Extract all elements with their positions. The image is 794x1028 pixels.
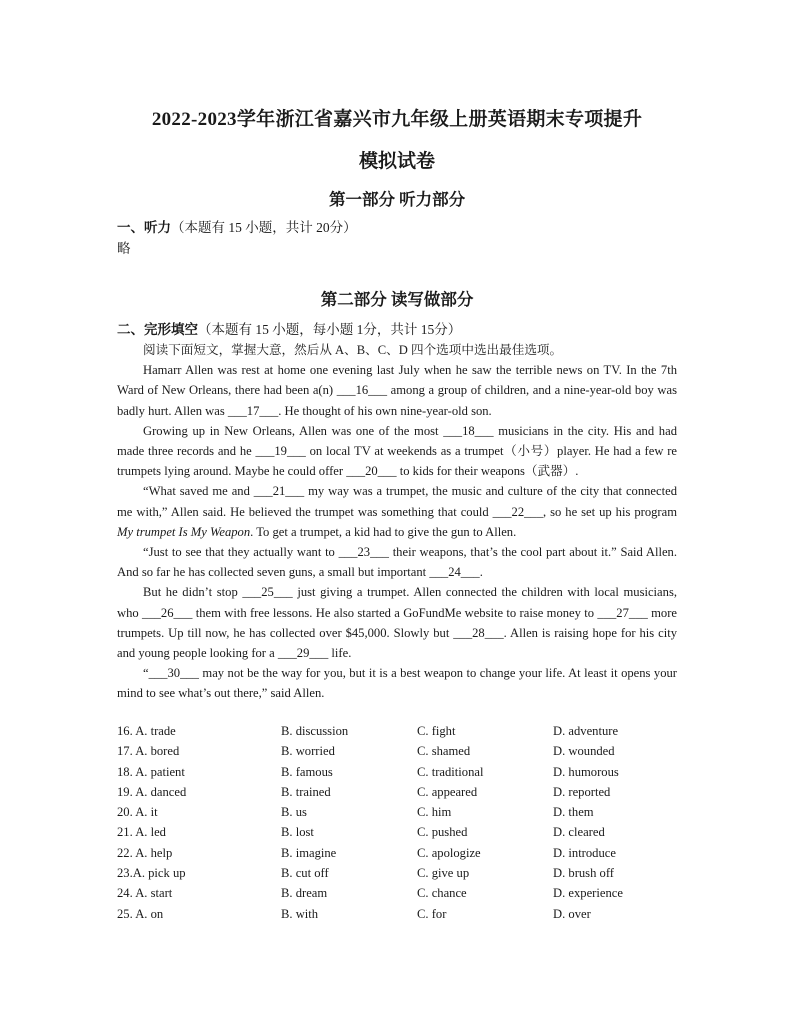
passage-paragraph-5: But he didn’t stop ___25___ just giving a trumpet. Allen connected the children with local musicians, who ___26___ them with free lessons. He also started a GoFundMe website to raise money to ___27___ more trumpets. Up till now, he has collected over $45,000. Slowly but ___28___. Allen is raising hope for his city and young people looking for a ___29___ life. bbox=[117, 585, 677, 661]
passage-paragraph-1: Hamarr Allen was rest at home one evening last July when he saw the terrible news on TV. In the 7th Ward of New Orleans, there had been a(n) ___16___ among a group of children, and a nine-year-old boy was badly hurt. Allen was ___17___. He thought of his own nine-year-old son. bbox=[117, 363, 677, 418]
section1-heading: 一、听力 bbox=[117, 220, 171, 235]
option-b: B. lost bbox=[281, 825, 314, 840]
passage-paragraph-2: Growing up in New Orleans, Allen was one of the most ___18___ musicians in the city. His and had made three records and he ___19___ on local TV at weekends as a trumpet（小号）player. He had a few re trumpets lying around. Maybe he could offer ___20___ to kids for their weapons（武器）. bbox=[117, 423, 677, 479]
option-b: B. us bbox=[281, 805, 307, 820]
option-d: D. cleared bbox=[553, 825, 605, 840]
exam-title-line1: 2022-2023学年浙江省嘉兴市九年级上册英语期末专项提升 bbox=[151, 109, 643, 130]
option-d: D. reported bbox=[553, 784, 611, 799]
passage-paragraph-3 bbox=[117, 481, 677, 542]
option-row bbox=[117, 762, 677, 782]
option-b: B. worried bbox=[281, 744, 335, 759]
passage-paragraph-3-part-b: . To get a trumpet, a kid had to give the gun to Allen. bbox=[250, 524, 517, 539]
option-d: D. them bbox=[553, 805, 594, 820]
option-row bbox=[117, 843, 677, 863]
option-a: 25. A. on bbox=[117, 906, 164, 921]
cloze-passage bbox=[117, 340, 677, 704]
option-b: B. famous bbox=[281, 764, 333, 779]
option-c: C. shamed bbox=[417, 744, 471, 759]
part2-title: 第二部分 读写做部分 bbox=[320, 290, 474, 309]
passage-paragraph-3-part-a: “What saved me and ___21___ my way was a trumpet, the music and culture of the city that connected me with,” Allen said. He believed the trumpet was something that could ___22___, so he set up his program bbox=[117, 484, 677, 519]
option-a: 23.A. pick up bbox=[117, 866, 186, 881]
option-b: B. trained bbox=[281, 784, 331, 799]
option-row bbox=[117, 863, 677, 883]
section2-header bbox=[117, 318, 461, 338]
option-a: 16. A. trade bbox=[117, 724, 176, 738]
answer-options bbox=[117, 721, 677, 924]
option-a: 24. A. start bbox=[117, 886, 173, 901]
option-c: C. for bbox=[417, 906, 447, 921]
option-d: D. introduce bbox=[553, 845, 616, 860]
option-row bbox=[117, 904, 677, 924]
option-c: C. traditional bbox=[417, 764, 484, 779]
option-a: 18. A. patient bbox=[117, 764, 185, 779]
option-row bbox=[117, 822, 677, 842]
section1-header bbox=[117, 216, 357, 236]
option-a: 21. A. led bbox=[117, 825, 166, 840]
passage-paragraph-6: “___30___ may not be the way for you, but it is a best weapon to change your life. At least it opens your mind to see what’s out there,” said Allen. bbox=[117, 666, 677, 701]
option-d: D. brush off bbox=[553, 866, 614, 881]
instruction: 阅读下面短文，掌握大意，然后从 A、B、C、D 四个选项中选出最佳选项。 bbox=[143, 343, 563, 357]
option-a: 20. A. it bbox=[117, 805, 158, 820]
option-a: 17. A. bored bbox=[117, 744, 180, 759]
option-row bbox=[117, 741, 677, 761]
option-d: D. wounded bbox=[553, 744, 615, 759]
option-c: C. fight bbox=[417, 724, 456, 738]
option-d: D. experience bbox=[553, 886, 623, 901]
option-row bbox=[117, 883, 677, 903]
program-title: My trumpet Is My Weapon bbox=[117, 524, 251, 539]
option-c: C. apologize bbox=[417, 845, 481, 860]
passage-paragraph-4: “Just to see that they actually want to ___23___ their weapons, that’s the cool part about it.” Said Allen. And so far he has collected seven guns, a small but important ___24___. bbox=[117, 545, 677, 580]
section2-heading: 二、完形填空 bbox=[117, 322, 198, 337]
option-row bbox=[117, 802, 677, 822]
option-a: 22. A. help bbox=[117, 845, 173, 860]
option-c: C. him bbox=[417, 805, 452, 820]
option-c: C. pushed bbox=[417, 825, 468, 840]
option-d: D. adventure bbox=[553, 724, 619, 738]
option-row bbox=[117, 721, 677, 741]
option-b: B. discussion bbox=[281, 724, 349, 738]
section2-note: （本题有 15 小题，每小题 1分，共计 15分） bbox=[198, 322, 462, 337]
option-c: C. give up bbox=[417, 866, 470, 881]
exam-title-line2: 模拟试卷 bbox=[358, 151, 435, 172]
option-b: B. dream bbox=[281, 886, 328, 901]
section1-content: 略 bbox=[117, 241, 131, 256]
option-row bbox=[117, 782, 677, 802]
option-b: B. cut off bbox=[281, 866, 329, 881]
option-d: D. over bbox=[553, 906, 591, 921]
option-d: D. humorous bbox=[553, 764, 619, 779]
option-b: B. with bbox=[281, 906, 319, 921]
option-c: C. chance bbox=[417, 886, 467, 901]
option-b: B. imagine bbox=[281, 845, 337, 860]
option-a: 19. A. danced bbox=[117, 784, 187, 799]
part1-title: 第一部分 听力部分 bbox=[328, 190, 466, 209]
option-c: C. appeared bbox=[417, 784, 478, 799]
section1-note: （本题有 15 小题，共计 20分） bbox=[171, 220, 357, 235]
